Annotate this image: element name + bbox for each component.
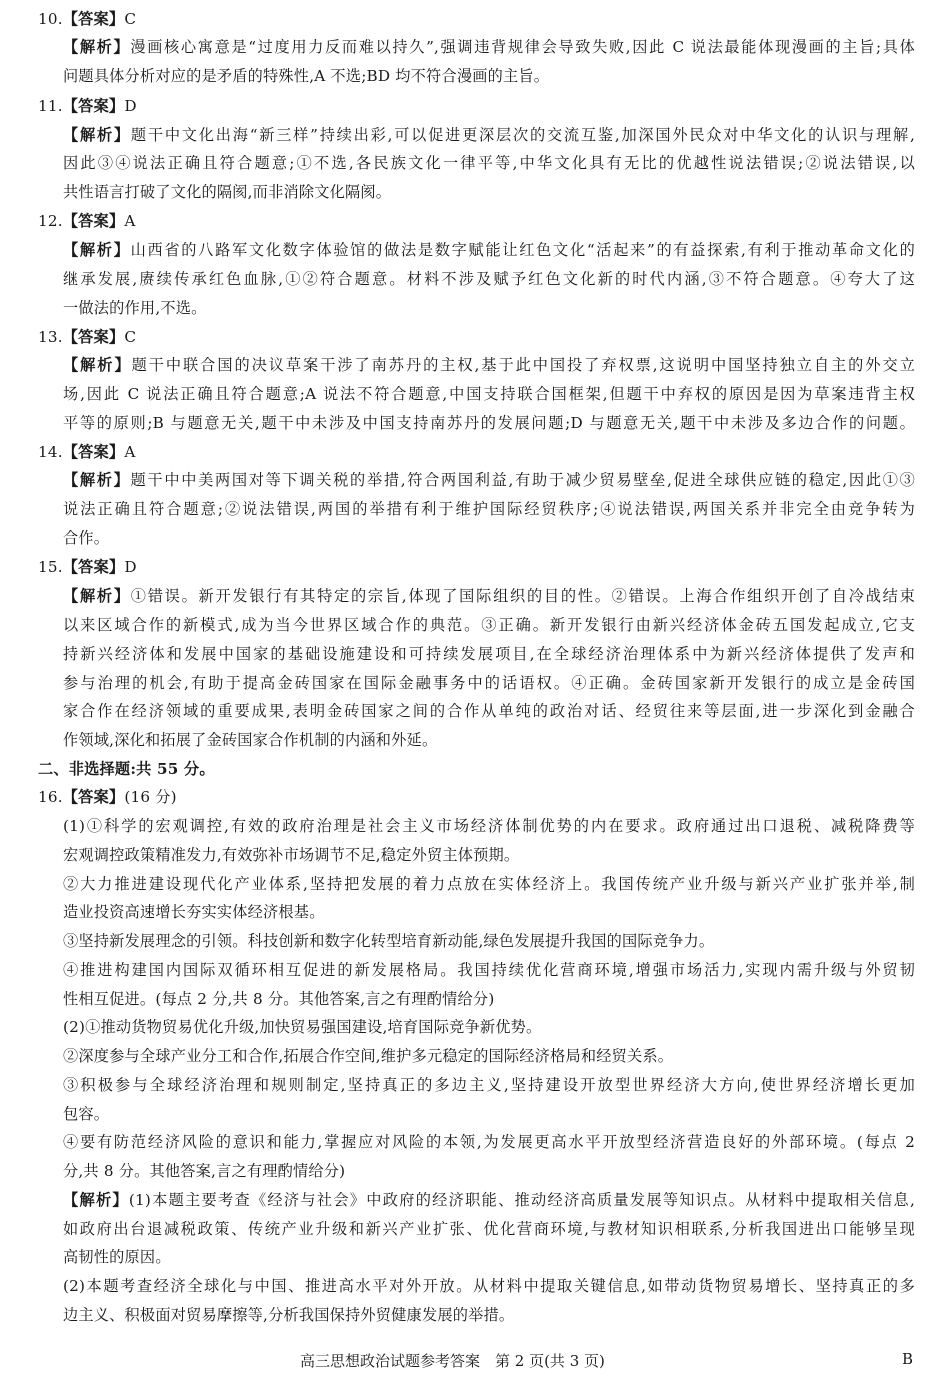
explanation-line	[63, 1046, 915, 1066]
explanation-line	[63, 66, 915, 86]
explanation-line	[63, 673, 915, 693]
question-answer-line	[38, 211, 136, 231]
explanation-line	[63, 931, 915, 951]
line-text: 造业投资高速增长夯实实体经济根基。	[63, 903, 325, 922]
line-text: ④要有防范经济风险的意识和能力,掌握应对风险的本领,为发展更高水平开放型经济营造良好的外部环境。(每点 2	[63, 1133, 915, 1152]
explanation-line	[63, 701, 915, 721]
line-text: 宏观调控政策精准发力,有效弥补市场调节不足,稳定外贸主体预期。	[63, 845, 520, 864]
explanation-line	[63, 845, 915, 865]
question-number: 13.	[38, 327, 63, 346]
line-text: D	[124, 557, 137, 576]
explanation-line	[63, 1104, 915, 1124]
line-text: 参与治理的机会,有助于提高金砖国家在国际金融事务中的话语权。④正确。金砖国家新开发银行的成立是金砖国	[63, 673, 915, 692]
line-text: C	[124, 9, 137, 28]
explanation-line	[63, 644, 915, 664]
analysis-label: 【解析】	[63, 241, 131, 260]
line-text: C	[124, 327, 137, 346]
line-text: 边主义、积极面对贸易摩擦等,分析我国保持外贸健康发展的举措。	[63, 1305, 515, 1324]
question-answer-line	[38, 327, 136, 347]
analysis-label: 【解析】	[63, 38, 131, 57]
line-text: 作领域,深化和拓展了金砖国家合作机制的内涵和外延。	[63, 730, 438, 749]
explanation-line	[63, 1305, 915, 1325]
explanation-line	[63, 1276, 915, 1296]
line-text: (2)本题考查经济全球化与中国、推进高水平对外开放。从材料中提取关键信息,如带动货物贸易增长、坚持真正的多	[63, 1277, 915, 1296]
line-text: 分,共 8 分。其他答案,言之有理酌情给分)	[63, 1162, 346, 1181]
line-text: 家合作在经济领域的重要成果,表明金砖国家之间的合作从单纯的政治对话、经贸往来等层面,进一步深化到金融合	[63, 702, 915, 721]
explanation-line	[63, 1190, 915, 1210]
line-text: (1)本题主要考查《经济与社会》中政府的经济职能、推动经济高质量发展等知识点。从材料中提取相关信息,	[128, 1190, 915, 1209]
explanation-line	[63, 902, 915, 922]
question-number: 16.	[38, 788, 63, 807]
explanation-line	[63, 384, 915, 404]
answer-label: 【答案】	[62, 9, 125, 28]
line-text: ①错误。新开发银行有其特定的宗旨,体现了国际组织的目的性。②错误。上海合作组织开创了自冷战结束	[130, 587, 915, 606]
line-text: ④推进构建国内国际双循环相互促进的新发展格局。我国持续优化营商环境,增强市场活力,实现内需升级与外贸韧	[63, 960, 915, 979]
line-text: (16 分)	[124, 788, 177, 807]
line-text: 性相互促进。(每点 2 分,共 8 分。其他答案,言之有理酌情给分)	[63, 989, 495, 1008]
line-text: 包容。	[63, 1104, 110, 1123]
question-number: 14.	[38, 442, 63, 461]
explanation-line	[63, 1017, 915, 1037]
question-answer-line	[38, 557, 137, 577]
line-text: A	[124, 442, 136, 461]
explanation-line	[63, 37, 915, 57]
explanation-line	[63, 182, 915, 202]
explanation-line	[63, 125, 915, 145]
explanation-line	[63, 355, 915, 375]
analysis-label: 【解析】	[63, 125, 131, 144]
explanation-line	[63, 470, 915, 490]
line-text: 因此③④说法正确且符合题意;①不选,各民族文化一律平等,中华文化具有无比的优越性说法错误;②说法错误,以	[63, 154, 915, 173]
question-answer-line	[38, 442, 136, 462]
line-text: 题干中文化出海“新三样”持续出彩,可以促进更深层次的交流互鉴,加深国外民众对中华文化的认识与理解,	[130, 125, 915, 144]
explanation-line	[63, 615, 915, 635]
line-text: 说法正确且符合题意;②说法错误,两国的举措有利于维护国际经贸秩序;④说法错误,两国关系并非完全由竞争转为	[63, 500, 915, 519]
line-text: ②大力推进建设现代化产业体系,坚持把发展的着力点放在实体经济上。我国传统产业升级与新兴产业扩张并举,制	[63, 874, 915, 893]
line-text: 场,因此 C 说法正确且符合题意;A 说法不符合题意,中国支持联合国框架,但题干中弃权的原因是因为草案违背主权	[63, 385, 915, 404]
explanation-line	[63, 1075, 915, 1095]
line-text: 平等的原则;B 与题意无关,题干中未涉及中国支持南苏丹的发展问题;D 与题意无关,题干中未涉及多边合作的问题。	[63, 413, 915, 432]
line-text: 一做法的作用,不选。	[63, 298, 207, 317]
line-text: 题干中中美两国对等下调关税的举措,符合两国利益,有助于减少贸易壁垒,促进全球供应链的稳定,因此①③	[130, 471, 915, 490]
line-text: (2)①推动货物贸易优化升级,加快贸易强国建设,培育国际竞争新优势。	[63, 1018, 542, 1037]
explanation-line	[63, 1161, 915, 1181]
explanation-line	[63, 240, 915, 260]
explanation-line	[63, 960, 915, 980]
explanation-line	[63, 874, 915, 894]
analysis-label: 【解析】	[63, 356, 132, 375]
line-text: 合作。	[63, 528, 110, 547]
line-text: 持新兴经济体和发展中国家的基础设施建设和可持续发展项目,在全球经济治理体系中为新兴经济体提供了发声和	[63, 644, 915, 663]
analysis-label: 【解析】	[63, 587, 131, 606]
line-text: 二、非选择题:共 55 分。	[38, 759, 215, 778]
explanation-line	[63, 816, 915, 836]
explanation-line	[63, 269, 915, 289]
question-number: 11.	[38, 96, 63, 115]
line-text: ③坚持新发展理念的引领。科技创新和数字化转型培育新动能,绿色发展提升我国的国际竞争力。	[63, 932, 715, 951]
analysis-label: 【解析】	[63, 471, 131, 490]
section-heading	[38, 759, 215, 779]
question-number: 10.	[38, 9, 63, 28]
explanation-line	[63, 528, 915, 548]
explanation-line	[63, 1132, 915, 1152]
line-text: 题干中联合国的决议草案干涉了南苏丹的主权,基于此中国投了弃权票,这说明中国坚持独立自主的外交立	[131, 356, 915, 375]
explanation-line	[63, 1219, 915, 1239]
explanation-line	[63, 153, 915, 173]
line-text: ③积极参与全球经济治理和规则制定,坚持真正的多边主义,坚持建设开放型世界经济大方向,使世界经济增长更加	[63, 1075, 915, 1094]
question-number: 15.	[38, 557, 63, 576]
line-text: 共性语言打破了文化的隔阂,而非消除文化隔阂。	[63, 183, 392, 202]
answer-label: 【答案】	[62, 788, 125, 807]
line-text: 继承发展,赓续传承红色血脉,①②符合题意。材料不涉及赋予红色文化新的时代内涵,③不符合题意。④夸大了这	[63, 270, 915, 289]
answer-label: 【答案】	[62, 96, 125, 115]
line-text: 山西省的八路军文化数字体验馆的做法是数字赋能让红色文化“活起来”的有益探索,有利于推动革命文化的	[130, 241, 915, 260]
explanation-line	[63, 1247, 915, 1267]
footer-title: 高三思想政治试题参考答案 第 2 页(共 3 页)	[300, 1352, 605, 1370]
explanation-line	[63, 298, 915, 318]
explanation-line	[63, 586, 915, 606]
explanation-line	[63, 989, 915, 1009]
answer-label: 【答案】	[62, 557, 125, 576]
analysis-label: 【解析】	[63, 1190, 129, 1209]
line-text: ②深度参与全球产业分工和合作,拓展合作空间,维护多元稳定的国际经济格局和经贸关系。	[63, 1047, 674, 1066]
question-answer-line	[38, 9, 136, 29]
line-text: (1)①科学的宏观调控,有效的政府治理是社会主义市场经济体制优势的内在要求。政府通过出口退税、减税降费等	[63, 817, 915, 836]
explanation-line	[63, 499, 915, 519]
line-text: 漫画核心寓意是“过度用力反而难以持久”,强调违背规律会导致失败,因此 C 说法最能体现漫画的主旨;具体	[130, 38, 915, 57]
line-text: 高韧性的原因。	[63, 1248, 171, 1267]
answer-label: 【答案】	[62, 327, 125, 346]
answer-label: 【答案】	[62, 211, 125, 230]
question-answer-line	[38, 96, 137, 116]
line-text: 以来区域合作的新模式,成为当今世界区域合作的典范。③正确。新开发银行由新兴经济体金砖五国发起成立,它支	[63, 616, 915, 635]
explanation-line	[63, 413, 915, 433]
explanation-line	[63, 730, 915, 750]
answer-label: 【答案】	[62, 442, 125, 461]
line-text: 如政府出台退减税政策、传统产业升级和新兴产业扩张、优化营商环境,与教材知识相联系,分析我国进出口能够呈现	[63, 1219, 915, 1238]
line-text: D	[124, 96, 137, 115]
line-text: A	[124, 211, 136, 230]
question-number: 12.	[38, 211, 63, 230]
paper-version: B	[902, 1350, 914, 1368]
question-answer-line	[38, 787, 177, 807]
line-text: 问题具体分析对应的是矛盾的特殊性,A 不选;BD 均不符合漫画的主旨。	[63, 67, 550, 86]
